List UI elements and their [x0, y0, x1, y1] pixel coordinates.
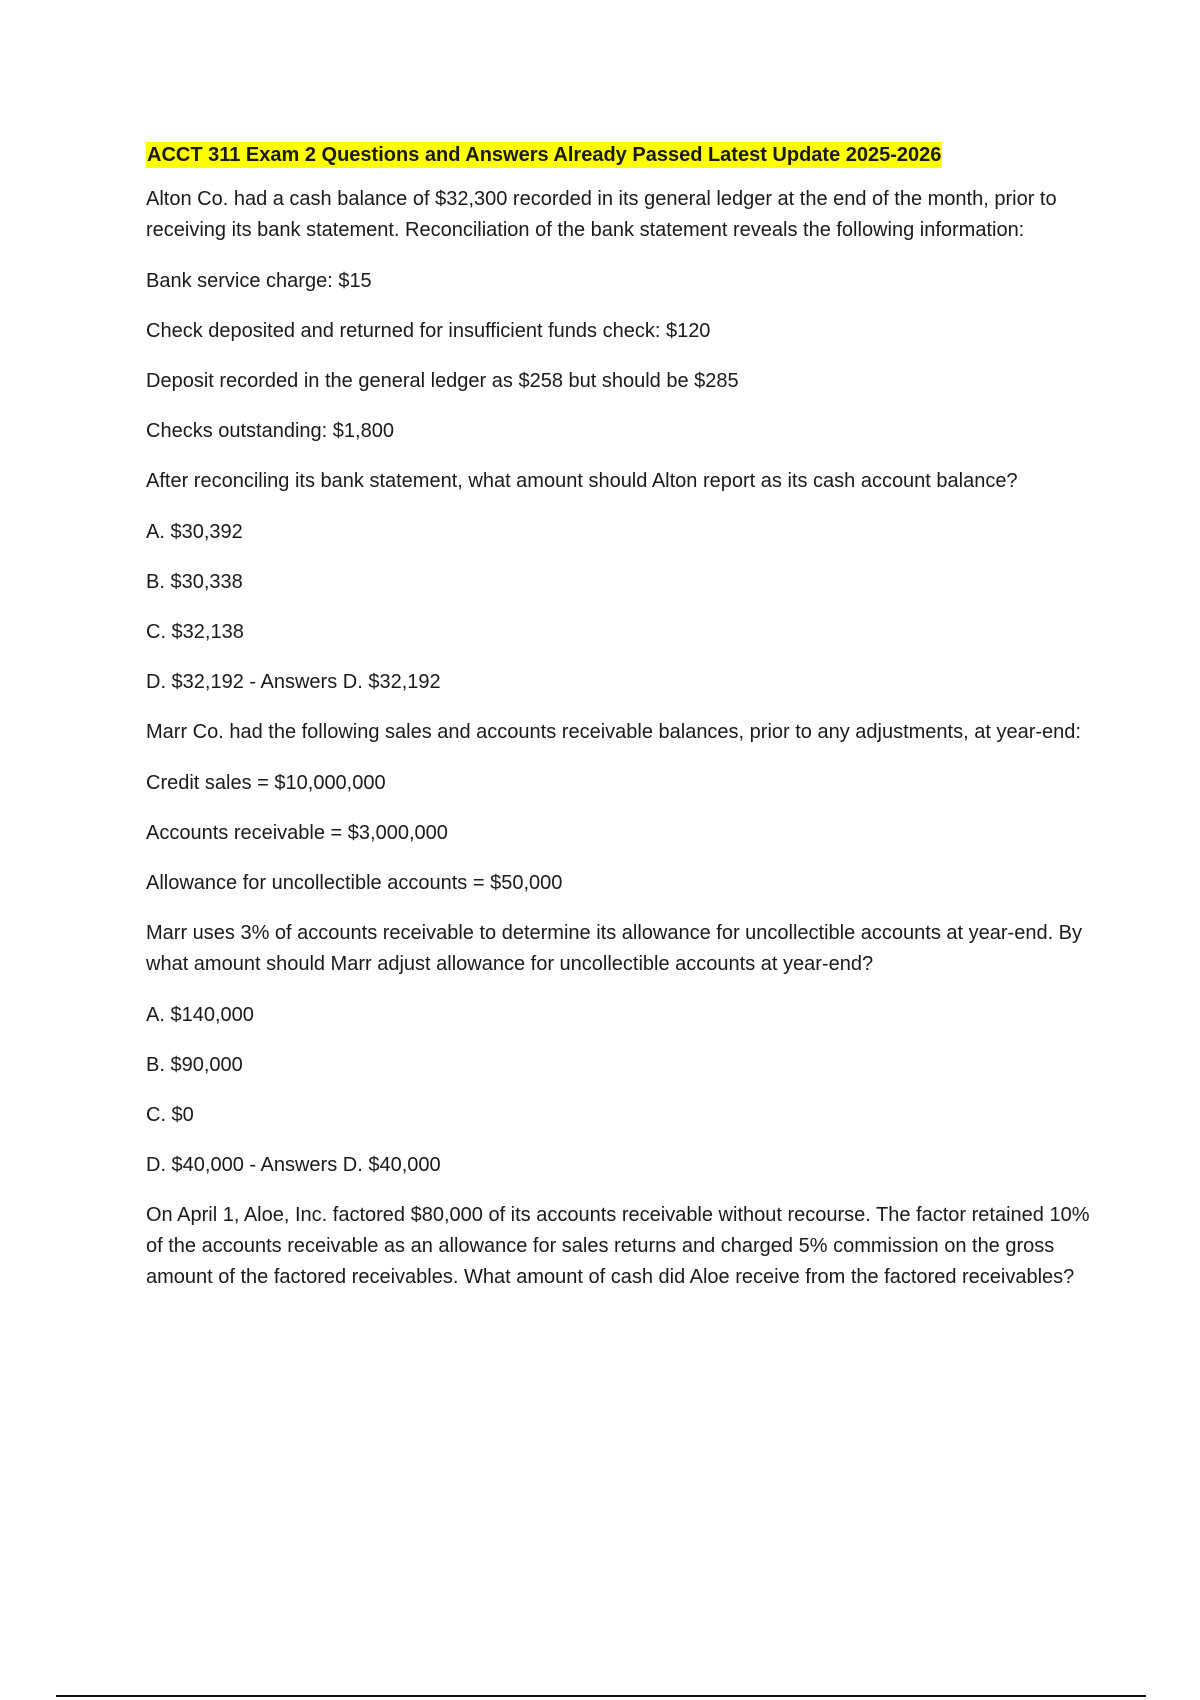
q1-fact: Deposit recorded in the general ledger as $258 but should be $285	[146, 370, 739, 392]
q1-option-c: C. $32,138	[146, 621, 244, 643]
q2-fact: Accounts receivable = $3,000,000	[146, 822, 448, 844]
document-page	[146, 142, 1096, 1313]
footer-divider	[56, 1695, 1146, 1697]
q1-fact: Checks outstanding: $1,800	[146, 420, 394, 442]
q2-fact: Credit sales = $10,000,000	[146, 772, 386, 794]
q1-option-d-answer: D. $32,192 - Answers D. $32,192	[146, 671, 441, 693]
q1-fact: Bank service charge: $15	[146, 270, 372, 292]
q1-question: After reconciling its bank statement, what amount should Alton report as its cash account balance?	[146, 470, 1018, 492]
q2-option-b: B. $90,000	[146, 1054, 243, 1076]
q3-stem: On April 1, Aloe, Inc. factored $80,000 of its accounts receivable without recourse. The factor retained 10% of the accounts receivable as an allowance for sales returns and charged 5% commission on the gross amount of the factored receivables. What amount of cash did Aloe receive from the factored receivables?	[146, 1204, 1090, 1288]
document-title: ACCT 311 Exam 2 Questions and Answers Already Passed Latest Update 2025-2026	[147, 144, 942, 166]
q1-option-b: B. $30,338	[146, 571, 243, 593]
q1-fact: Check deposited and returned for insufficient funds check: $120	[146, 320, 711, 342]
q2-question: Marr uses 3% of accounts receivable to determine its allowance for uncollectible accounts at year-end. By what amount should Marr adjust allowance for uncollectible accounts at year-end?	[146, 922, 1083, 975]
q1-option-a: A. $30,392	[146, 521, 243, 543]
q1-stem: Alton Co. had a cash balance of $32,300 recorded in its general ledger at the end of the month, prior to receiving its bank statement. Reconciliation of the bank statement reveals the following information:	[146, 188, 1057, 241]
q2-option-a: A. $140,000	[146, 1004, 254, 1026]
q2-stem: Marr Co. had the following sales and accounts receivable balances, prior to any adjustments, at year-end:	[146, 721, 1081, 743]
q2-fact: Allowance for uncollectible accounts = $50,000	[146, 872, 563, 894]
q2-option-c: C. $0	[146, 1104, 194, 1126]
q2-option-d-answer: D. $40,000 - Answers D. $40,000	[146, 1154, 441, 1176]
